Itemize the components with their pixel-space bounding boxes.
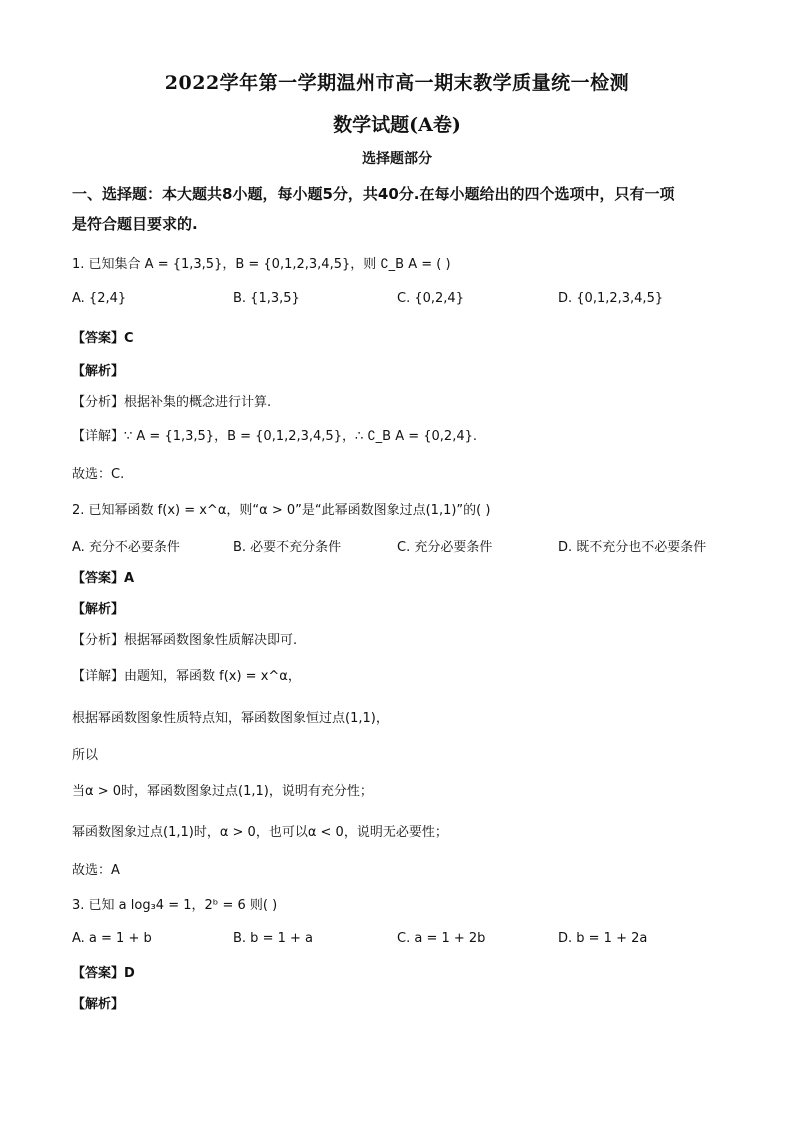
part-heading: 选择题部分: [362, 151, 432, 167]
exam-subtitle: 数学试题(A卷): [333, 114, 461, 136]
q3-stem: 3. 已知 a log₃4 = 1，2ᵇ = 6 则( ): [72, 898, 278, 913]
q3-option-b: B. b = 1 + a: [233, 931, 313, 946]
q3-jiexi: 【解析】: [72, 997, 125, 1012]
q1-stem: 1. 已知集合 A = {1,3,5}，B = {0,1,2,3,4,5}，则 ∁_B A = ( ): [72, 257, 451, 272]
section-heading-line2: 是符合题目要求的.: [72, 215, 198, 233]
q2-option-b: B. 必要不充分条件: [233, 540, 342, 555]
q2-option-a: A. 充分不必要条件: [72, 540, 180, 555]
q2-line3: 当α > 0时，幂函数图象过点(1,1)，说明有充分性；: [72, 784, 373, 799]
q2-answer: 【答案】A: [72, 571, 135, 586]
q1-option-c: C. {0,2,4}: [397, 291, 464, 306]
q1-guxuan: 故选：C.: [72, 467, 125, 482]
q1-option-a: A. {2,4}: [72, 291, 127, 306]
q2-line1: 根据幂函数图象性质特点知，幂函数图象恒过点(1,1)，: [72, 711, 389, 726]
q3-answer: 【答案】D: [72, 966, 135, 981]
q2-jiexi: 【解析】: [72, 602, 125, 617]
q3-option-a: A. a = 1 + b: [72, 931, 152, 946]
q1-fenxi: 【分析】根据补集的概念进行计算.: [72, 395, 272, 410]
q1-option-d: D. {0,1,2,3,4,5}: [558, 291, 664, 306]
q1-option-b: B. {1,3,5}: [233, 291, 300, 306]
q2-stem: 2. 已知幂函数 f(x) = x^α，则“α > 0”是“此幂函数图象过点(1,1)”的( ): [72, 503, 491, 518]
q2-line2: 所以: [72, 748, 99, 763]
section-heading-line1: 一、选择题：本大题共8小题，每小题5分，共40分.在每小题给出的四个选项中，只有一项: [72, 185, 675, 203]
q3-option-c: C. a = 1 + 2b: [397, 931, 486, 946]
q2-guxuan: 故选：A: [72, 863, 120, 878]
q2-line4: 幂函数图象过点(1,1)时，α > 0，也可以α < 0，说明无必要性；: [72, 825, 448, 840]
q2-option-d: D. 既不充分也不必要条件: [558, 540, 707, 555]
exam-title: 2022学年第一学期温州市高一期末教学质量统一检测: [164, 72, 630, 94]
q2-option-c: C. 充分必要条件: [397, 540, 493, 555]
q2-xiangjie: 【详解】由题知，幂函数 f(x) = x^α，: [72, 669, 301, 684]
q3-option-d: D. b = 1 + 2a: [558, 931, 648, 946]
q1-answer: 【答案】C: [72, 331, 134, 346]
q1-xiangjie: 【详解】∵ A = {1,3,5}，B = {0,1,2,3,4,5}，∴ ∁_B A = {0,2,4}.: [72, 429, 478, 444]
q1-jiexi: 【解析】: [72, 364, 125, 379]
q2-fenxi: 【分析】根据幂函数图象性质解决即可.: [72, 633, 298, 648]
